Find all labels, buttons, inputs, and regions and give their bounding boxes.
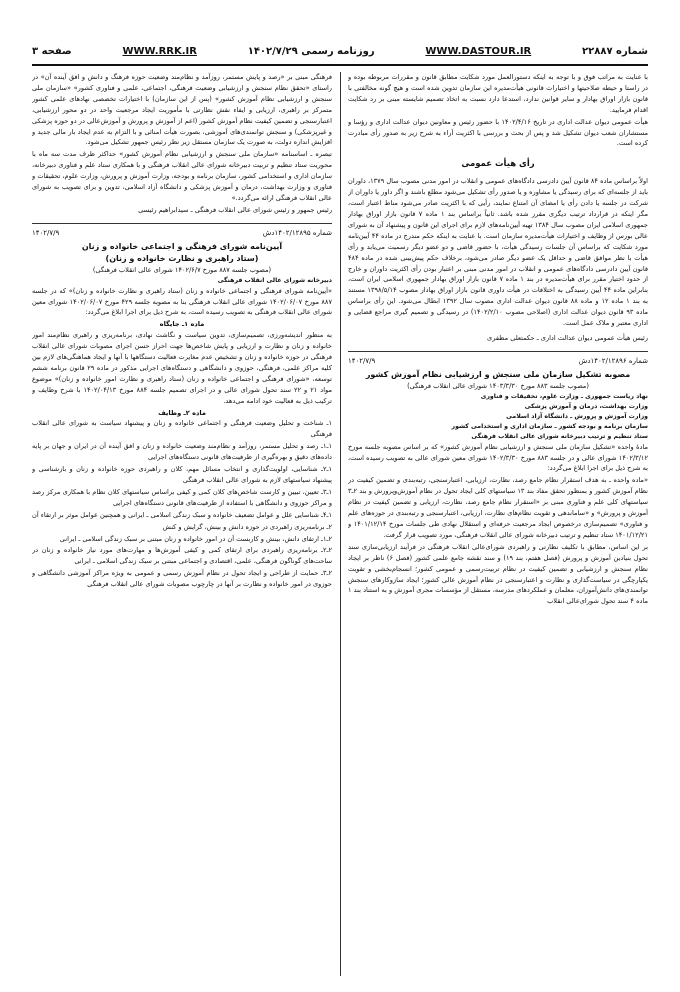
article2-item: ۱ـ۲ـ شناسایی، اولویت‌گذاری و انتخاب مسائل مهم، کلان و راهبردی حوزه خانواده و زنان و بازشناسی و پیشنهاد سیاستهای لازم به شورای عالی انقلاب فرهنگی bbox=[32, 465, 332, 484]
recipient-line: نهاد ریاست جمهوری ـ وزارت علوم، تحقیقات و فناوری bbox=[480, 392, 648, 400]
act3-subtitle: (مصوب جلسه ۸۸۷ مورخ ۱۴۰۲/۶/۷ شورای عالی انقلاب فرهنگی) bbox=[92, 265, 272, 274]
section-divider bbox=[348, 351, 648, 352]
ruling-text: اولاً براساس ماده ۸۴ قانون آیین دادرسی دادگاه‌های عمومی و انقلاب در امور مدنی مصوب سال ۱۳۷۹، داوران باید از جلسه‌ای که برای رسیدگی یا مشاوره و یا صدور رأی تشکیل می‌شود مطلع باشند و اگر داور یا داوران از شرکت در جلسه یا دادن رأی یا امضای آن امتناع نمایند، رأیی که با اکثریت صادر می‌شود مناط اعتبار است، مگر اینکه در قرارداد ترتیب دیگری مقرر شده باشد. ثانیاً براساس بند ۱ ماده ۷ قانون بازار اوراق بهادار جمهوری اسلامی ایران مصوب سال ۱۳۸۴ تهیه آیین‌نامه‌های لازم برای اجرای این قانون و پیشنهاد آن به شورای عالی بورس از وظایف و اختیارات هیأت‌مدیره سازمان است. با عنایت به اینکه حکم مندرج در ماده ۴۴ آیین‌نامه مورد شکایت که براساس آن جلسات رسیدگی هیأت، با حضور قاضی و دو عضو دیگر رسمیت می‌یابد و رأی هیأت با نظر موافق قاضی و حداقل یک عضو دیگر صادر می‌شود، برخلاف حکم پیش‌بینی شده در ماده ۴۸۴ قانون آیین دادرسی دادگاه‌های عمومی و انقلاب در امور مدنی مبنی بر اعتبار بودن رأی اکثریت داوران و خارج از حدود اختیار مقرر برای هیأت‌مدیره در بند ۱ ماده ۷ قانون بازار اوراق بهادار جمهوری اسلامی ایران است، بنابراین ماده ۴۴ آیین رسیدگی به اختلافات در هیأت داوری قانون بازار اوراق بهادار مصوب ۱۳۹۸/۵/۱۴ مستند به بند ۱ ماده ۱۲ و ماده ۸۸ قانون دیوان عدالت اداری مصوب سال ۱۳۹۲ ابطال می‌شود. این رأی براساس ماده ۹۳ قانون دیوان عدالت اداری (اصلاحی مصوب ۱۴۰۲/۲/۱۰) در رسیدگی و تصمیم گیری مراجع قضایی و اداری معتبر و ملاک عمل است. bbox=[348, 177, 648, 328]
page-number: صفحه ۳ bbox=[32, 45, 72, 57]
article2-item: ۲ـ برنامه‌ریزی راهبردی در حوزه دانش و بینش، گرایش و کنش bbox=[162, 522, 332, 531]
right-column bbox=[348, 72, 648, 976]
recipient-line: سازمان برنامه و بودجه کشور ـ سازمان اداری و استخدامی کشور bbox=[451, 422, 648, 430]
act3-date: ۱۴۰۲/۷/۹ bbox=[32, 228, 60, 237]
president-signature: رئیس جمهور و رئیس شورای عالی انقلاب فرهنگی ـ سیدابراهیم رئیسی bbox=[138, 205, 332, 214]
recipient-line: وزارت بهداشت، درمان و آموزش پزشکی bbox=[524, 402, 648, 410]
issue-number: شماره ۲۲۸۸۷ bbox=[582, 45, 648, 57]
gazette-date: روزنامه رسمی ۱۴۰۲/۷/۲۹ bbox=[247, 45, 375, 57]
act2-ending: بر این اساس، مطابق با تکلیف نظارتی و راهبردی شورای‌عالی انقلاب فرهنگی در فرآیند ارزیابی‌سازی سند تحول بنیادین آموزش و پرورش (فصل هفتم، بند ۱۹) و سند نقشه جامع علمی کشور (فصل ۶) ناظر بر ایجاد نظام سنجش و ارزشیابی و تضمین کیفیت در نظام تربیت‌رسمی و عمومی کشور؛ انسجام‌بخشی و تقویت یکپارچگی در سیاست‌گذاری و نظارت و اعتبارسنجی در نظام آموزش عالی کشور؛ ایجاد سازوکارهای سنجش توانمندی‌های دانش‌آموزان، معلمان و عملکردهای مدرسه، مستقل از مؤسسات مجری آموزش و به استناد بند ۱ ماده ۴ سند تحول شورای‌عالی انقلاب bbox=[348, 542, 648, 606]
act2-meta bbox=[348, 356, 648, 367]
act2-subtitle: (مصوب جلسه ۸۸۳ مورخ ۱۴۰۳/۳/۳۰ شورای عالی انقلاب فرهنگی) bbox=[407, 381, 589, 390]
article1-heading: ماده ۱ـ جایگاه bbox=[159, 320, 205, 329]
act3-intro: «آیین‌نامه شورای فرهنگی و اجتماعی خانواده و زنان (ستاد راهبری و نظارت خانواده و زنان)» که در جلسه ۸۸۷ مورخ ۱۴۰۲/۰۶/۰۷ شورای عالی انقلاب فرهنگی بنا به مصوبه جلسه ۴۲۹ مورخ ۱۴۰۲/۰۶/۰۷ شورای معین شورای عالی انقلاب فرهنگی به تصویب رسیده است، به شرح ذیل برای اجرا ابلاغ می‌گردد: bbox=[32, 286, 332, 317]
article2-heading: ماده ۲ـ وظایف bbox=[158, 408, 206, 417]
act2-title: مصوبه تشکیل سازمان ملی سنجش و ارزشیابی نظام آموزش کشور bbox=[365, 369, 631, 379]
intro-paragraph: با عنایت به مراتب فوق و با توجه به اینکه دستورالعمل مورد شکایت مطابق قانون و مقررات مربوطه بوده و در راستا و حیطه صلاحیتها و اختیارات قانونی هیأت‌مدیره این سازمان تدوین شده است و هیچ گونه مخالفتی با قانون بازار اوراق بهادار و سایر قوانین ندارد، استدعا دارد نسبت به اتخاذ تصمیم شایسته مبنی بر رد شکایت اقدام فرمایید. bbox=[348, 73, 648, 114]
note-text: تبصره ـ اساسنامه «سازمان ملی سنجش و ارزشیابی نظام آموزش کشور» حداکثر ظرف مدت سه ماه با محوریت ستاد تنظیم و تربیت دبیرخانه شورای عالی انقلاب فرهنگی و با همکاری ستاد علم و فناوری دبیرخانه، سازمان اداری و استخدامی کشور، سازمان برنامه و بودجه، وزارت آموزش و پرورش، وزارت علوم، تحقیقات و فناوری و وزارت بهداشت، درمان و آموزش پزشکی و دانشگاه آزاد اسلامی، تدوین و برای تصویب به شورای عالی انقلاب فرهنگی ارائه می‌گردد.» bbox=[32, 150, 332, 202]
act3-title: آیین‌نامه شورای فرهنگی و اجتماعی خانواده و زنان bbox=[81, 241, 283, 251]
left-column bbox=[32, 72, 332, 976]
ruling-signature: رئیس هیأت عمومی دیوان عدالت اداری ـ حکمتعلی مظفری bbox=[487, 333, 648, 342]
article2-item: ۲ـ۳ـ حمایت از طراحی و ایجاد تحول در نظام آموزش رسمی و عمومی به ویژه مراکز آموزشی دانشگاهی و حوزوی در امور خانواده و نظارت بر آنها در چارچوب مصوبات شورای عالی انقلاب فرهنگی bbox=[32, 569, 332, 589]
act2-article: «ماده واحده ـ به هدف استقرار نظام جامع رصد، نظارت، ارزیابی، اعتبارسنجی، رتبه‌بندی و تضمین کیفیت در نظام آموزش کشور و بمنظور تحقق مفاد بند ۱۳ سیاستهای کلی ایجاد تحول در نظام آموزش‌وپرورش و بند ۲ـ۳ سیاستهای کلی علم و فناوری مبنی بر «استقرار نظام جامع رصد، نظارت، ارزیابی و تضمین کیفیت در نظام آموزش و پرورش» و «ساماندهی و تقویت نظام‌های نظارت، ارزیابی، اعتبارسنجی و رتبه‌بندی در حوزه‌های علم و فناوری» تصمیم‌سازی درخصوص ایجاد مرجعیت حرفه‌ای و استقلال نهادی طی جلسات مورخ ۱۴۰۱/۱۲/۱۴ و ۱۴۰۱/۱۲/۲۱ ستاد تنظیم و ترتیب دبیرخانه شورای عالی انقلاب فرهنگی، مورد تصویب قرار گرفت. bbox=[348, 476, 648, 539]
act3-meta bbox=[32, 228, 332, 239]
recipient-line: وزارت آموزش و پرورش ـ دانشگاه آزاد اسلامی bbox=[506, 412, 648, 420]
rrk-link[interactable]: WWW.RRK.IR bbox=[122, 45, 197, 57]
intro-paragraph-2: هیأت عمومی دیوان عدالت اداری در تاریخ ۱۴۰۲/۴/۱۶ با حضور رئیس و معاونین دیوان عدالت اداری و رؤسا و مستشاران شعب دیوان تشکیل شد و پس از بحث و بررسی با اکثریت آراء به شرح زیر به صدور رأی مبادرت کرده است. bbox=[348, 117, 648, 148]
act2-body: مادۀ واحده «تشکیل سازمان ملی سنجش و ارزشیابی نظام آموزش کشور» که بر اساس مصوبه جلسه مورخ ۱۴۰۲/۳/۱۲ شورای عالی و در جلسه ۸۸۳ مورخ ۱۴۰۲/۳/۳۰ شورای معین شورای عالی به تصویب رسیده است، به شرح ذیل برای اجرا ابلاغ می‌گردد: bbox=[348, 442, 648, 473]
recipient-line: ستاد تنظیم و ترتیب دبیرخانه شورای عالی انقلاب فرهنگی bbox=[471, 432, 648, 440]
section-divider bbox=[32, 223, 332, 224]
article2-item: ۱ـ۳ـ تعیین، تبیین و کارست شاخص‌های کلان کمی و کیفی براساس سیاستهای کلان نظام با همکاری مرکز رصد و مراکز حوزوی و دانشگاهی با استفاده از ظرفیت‌های قانونی دستگاه‌های اجرایی bbox=[32, 487, 332, 507]
act2-date: ۱۴۰۲/۷/۹ bbox=[348, 356, 376, 365]
column-divider bbox=[340, 72, 341, 976]
article2-item: ۲ـ۱ـ ارتقای دانش، بینش و کاربست آن در امور خانواده و زنان مبتنی بر سبک زندگی اسلامی ـ ایرانی bbox=[59, 534, 332, 543]
page-header bbox=[32, 38, 648, 66]
dastour-link[interactable]: WWW.DASTOUR.IR bbox=[425, 45, 532, 57]
act2-number: شماره ۱۴۰۲/۱۲۸۹۶دش bbox=[578, 356, 648, 365]
article1-text: به منظور اندیشه‌ورزی، تصمیم‌سازی، تدوین سیاست و نگاشت نهادی، برنامه‌ریزی و راهبری نظام‌مند امور خانواده و زنان و نظارت و ارزیابی و پایش شاخص‌ها جهت احراز حسن اجرای مصوبات شورای عالی انقلاب فرهنگی در حوزه خانواده و زنان و تشخیص عدم مغایرت فعالیت دستگاهها با آنها و ایجاد هماهنگی‌های لازم بین کلیه مراکز علمی، فرهنگی، حوزوی و دانشگاهی و دستگاه‌های اجرایی مذکور در ماده ۲۹ قانون برنامه ششم توسعه، «شورای فرهنگی و اجتماعی خانواده و زنان (ستاد راهبری و نظارت امور خانواده و زنان)» موضوع مواد ۲۱ و ۲۲ سند تحول شورای عالی و در اجرای تصمیم جلسه ۸۸۴ مورخ ۱۴۰۲/۰۴/۱۳ با شرح وظایف و ترکیب ذیل به فعالیت خود ادامه می‌دهد. bbox=[32, 331, 332, 405]
act3-org: دبیرخانه شورای عالی انقلاب فرهنگی bbox=[217, 276, 332, 284]
article2-item: ۱ـ۴ـ شناسایی علل و عوامل تضعیف خانواده و سبک زندگی اسلامی ـ ایرانی و همچنین عوامل موثر بر ارتقاء آن bbox=[32, 510, 332, 519]
article2-item: ۱ـ۱ـ رصد و تحلیل مستمر، روزآمد و نظام‌مند وضعیت خانواده و زنان و افق آینده آن در ایران و جهان بر پایه داده‌های دقیق و بهره‌گیری از ظرفیت‌های قانونی دستگاه‌های اجرایی bbox=[32, 442, 332, 462]
act3-number: شماره ۱۴۰۲/۱۲۸۹۵دش bbox=[262, 228, 332, 237]
act3-title-2: (ستاد راهبری و نظارت خانواده و زنان) bbox=[105, 253, 259, 263]
continued-text: فرهنگی مبنی بر «رصد و پایش مستمر، روزآمد و نظام‌مند وضعیت حوزه فرهنگ و دانش و افق آینده آن» در راستای «تحقق نظام سنجش و ارزشیابی وضعیت فرهنگی، اجتماعی، علمی و فناوری کشور» «سازمان ملی سنجش و ارزشیابی نظام آموزش کشور» (پس از این سازمان) با اختیارات تخصصی نهادهای علمی کشور متمرکز بر راهبری، ارزیابی و ایفاء نقش نظارتی با مأموریت ایجاد مرجعیت واحد در دو محور ارزشیابی، اعتبارسنجی و تضمین کیفیت نظام آموزش کشور (اعم از آموزش و پرورش و آموزش‌عالی در دو حوزه پزشکی و غیرپزشکی) و سنجش توانمندی‌های آموزشی، بصورت هیأت امنائی و با التزام به عدم ایجاد بار مالی جدید و افزایش اندازه دولت، به صورت یک سازمان مستقل زیر نظر رئیس جمهور تشکیل می‌شود. bbox=[32, 73, 332, 147]
article2-item: ۲ـ۲ـ برنامه‌ریزی راهبردی برای ارتقای کمی و کیفی آموزش‌ها و مهارت‌های مورد نیاز خانواده و زنان در ساحت‌های گوناگون فرهنگی، علمی، اقتصادی و اجتماعی مبتنی بر سبک زندگی اسلامی ـ ایرانی bbox=[32, 546, 332, 566]
ruling-heading: رأی هیأت عمومی bbox=[461, 159, 535, 170]
article2-item: ۱ـ شناخت و تحلیل وضعیت فرهنگی و اجتماعی خانواده و زنان و پیشنهاد سیاست به شورای عالی انقلاب فرهنگی bbox=[32, 419, 332, 439]
